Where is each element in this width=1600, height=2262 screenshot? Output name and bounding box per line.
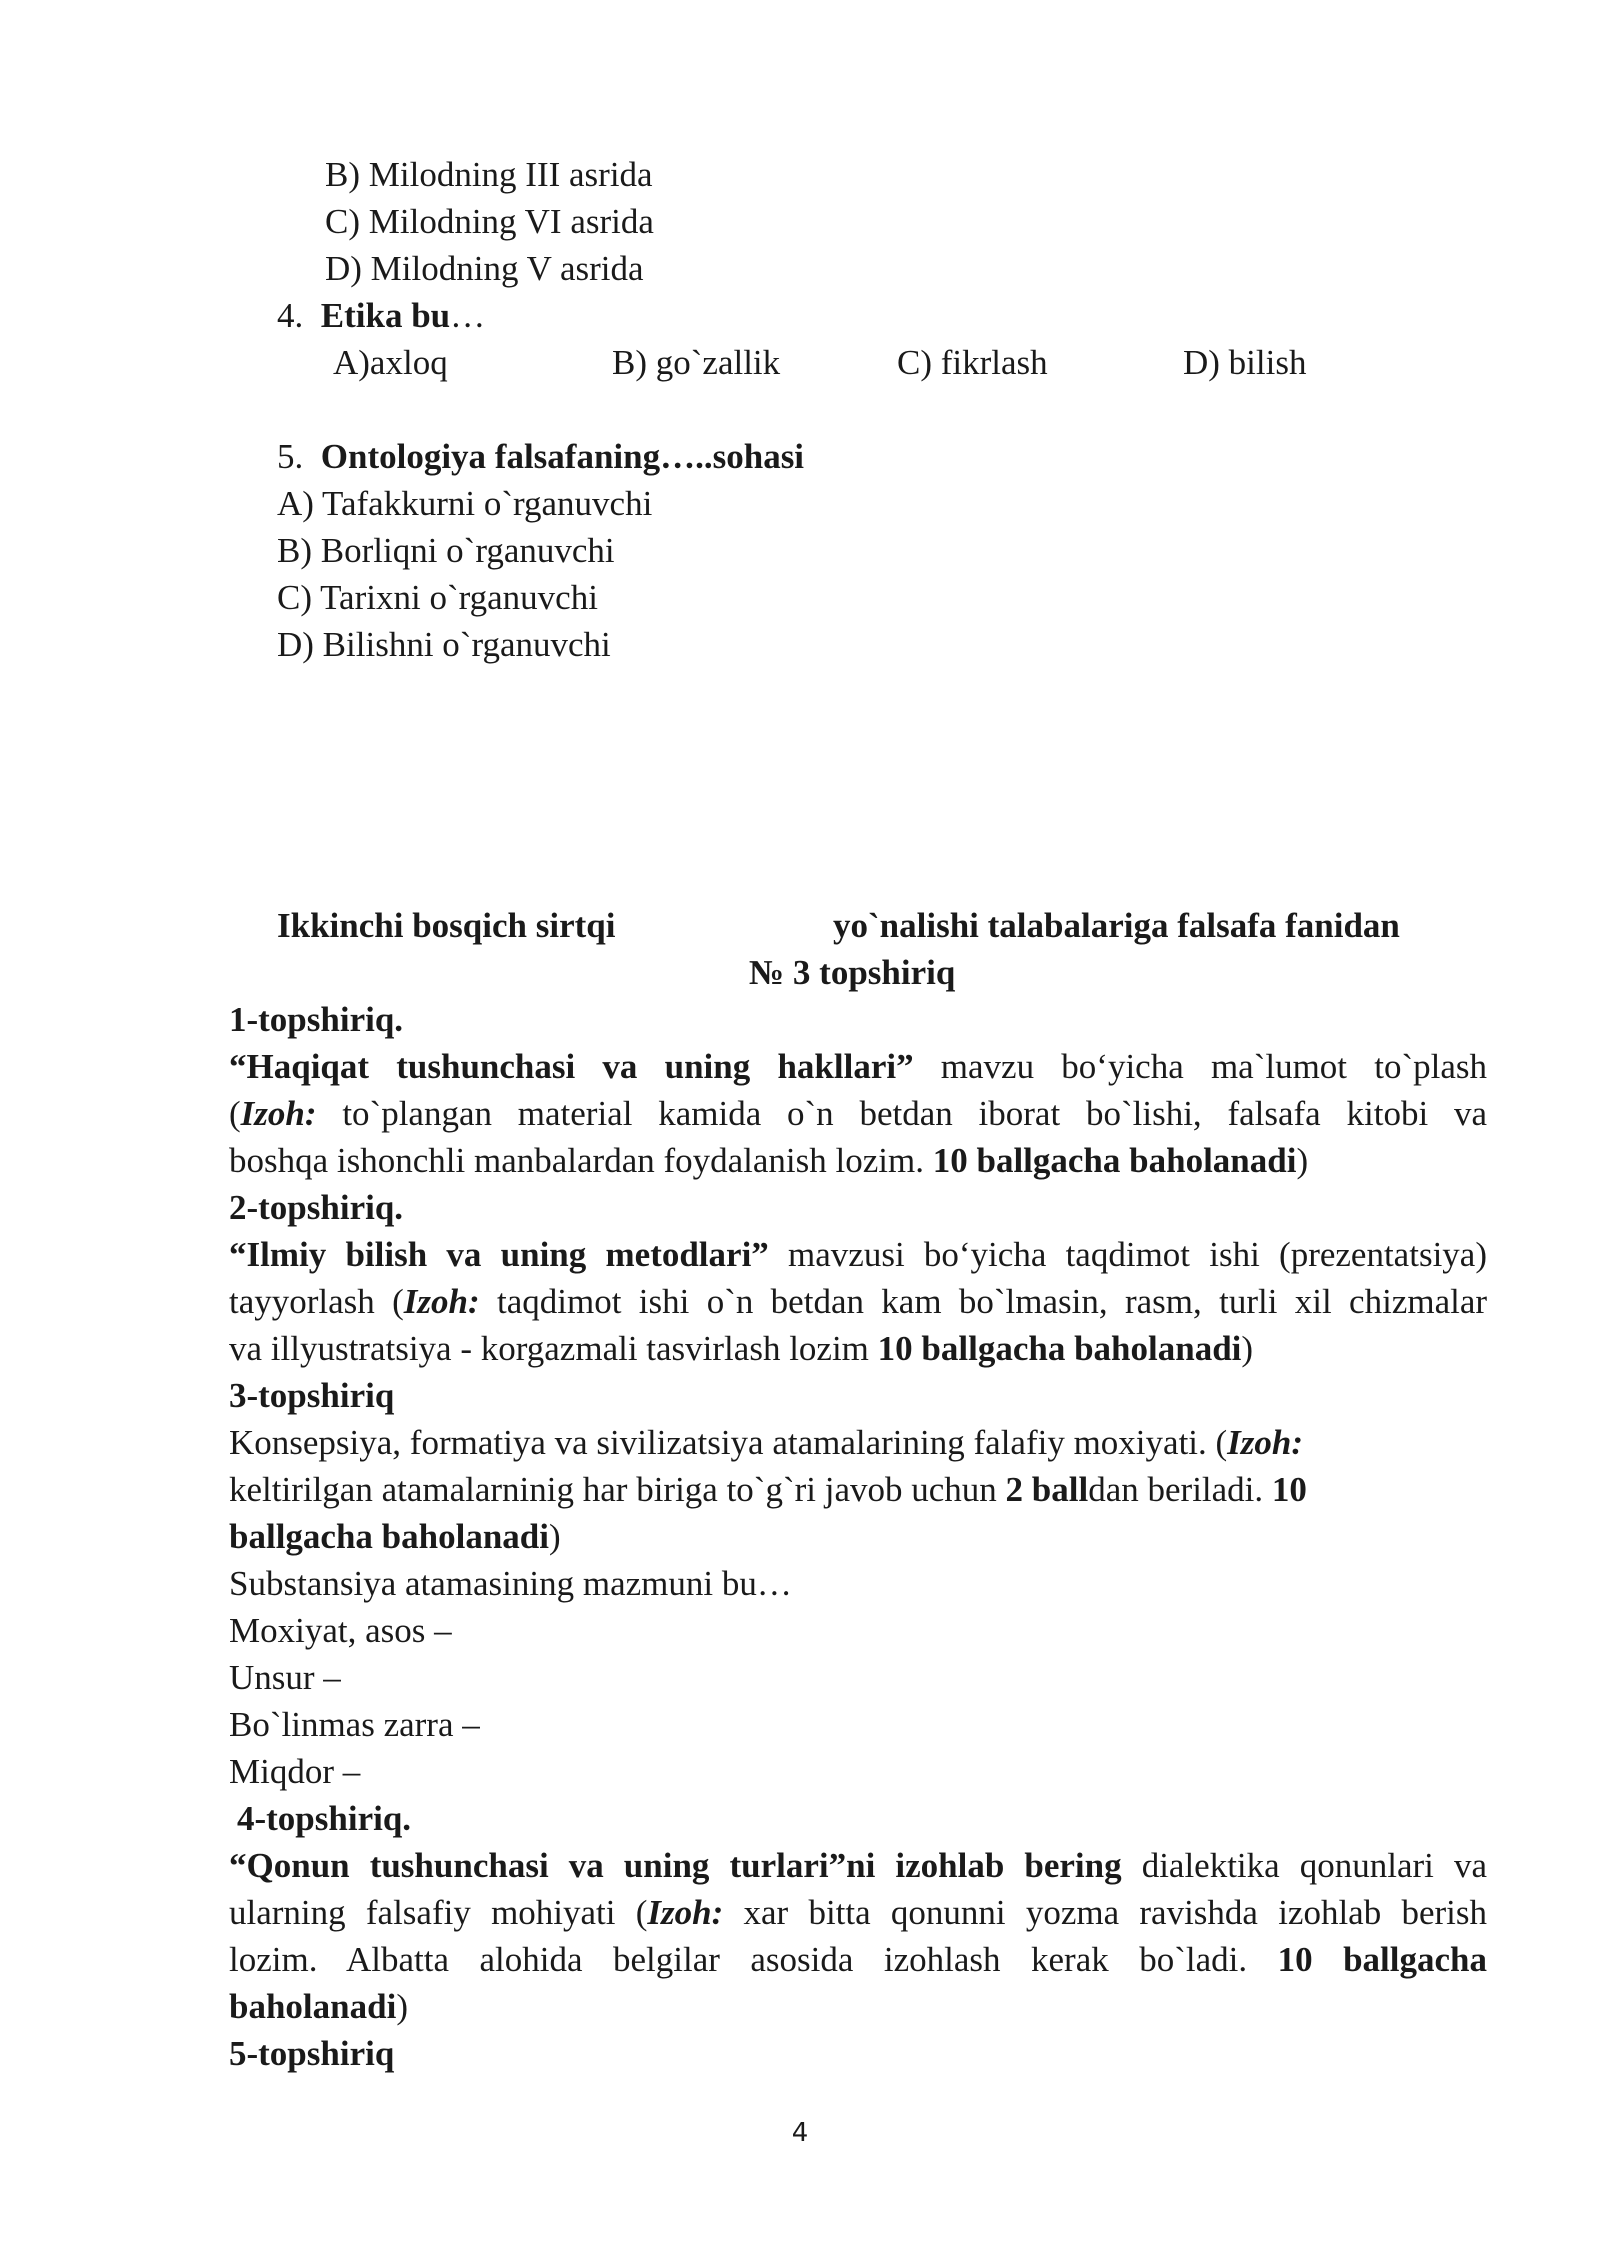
task1-line2-text: to`plangan material kamida o`n betdan iborat bo`lishi, falsafa kitobi va bbox=[342, 1094, 1487, 1133]
task3-title: 3-topshiriq bbox=[229, 1376, 395, 1415]
heading-left: Ikkinchi bosqich sirtqi bbox=[277, 906, 616, 945]
heading-center: № 3 topshiriq bbox=[749, 953, 956, 992]
task3-line2-rest: dan beriladi. bbox=[1088, 1470, 1264, 1509]
task1-title: 1-topshiriq. bbox=[229, 1000, 404, 1039]
task2-line2-lead: tayyorlash ( bbox=[229, 1282, 404, 1321]
task1-topic: “Haqiqat tushunchasi va uning hakllari” bbox=[229, 1047, 914, 1086]
task4-line1 bbox=[229, 1848, 1487, 1883]
task3-line3 bbox=[229, 1519, 561, 1554]
task2-izoh: Izoh: bbox=[403, 1282, 480, 1321]
task4-line3-text: lozim. Albatta alohida belgilar asosida izohlash kerak bo`ladi. bbox=[229, 1940, 1248, 1979]
task2-line3-text: va illyustratsiya - korgazmali tasvirlash lozim bbox=[229, 1329, 869, 1368]
task1-line1 bbox=[229, 1049, 1487, 1084]
task2-line2-text: taqdimot ishi o`n betdan kam bo`lmasin, rasm, turli xil chizmalar bbox=[497, 1282, 1488, 1321]
task4-score-end: baholanadi bbox=[229, 1987, 397, 2026]
task1-close: ) bbox=[1296, 1141, 1309, 1180]
task3-score: ballgacha baholanadi bbox=[229, 1517, 549, 1556]
task4-line1-text: dialektika qonunlari va bbox=[1141, 1846, 1487, 1885]
q4-number: 4. bbox=[277, 296, 304, 335]
q5-number: 5. bbox=[277, 437, 304, 476]
task3-izoh: Izoh: bbox=[1227, 1423, 1304, 1462]
task3-points: 2 ball bbox=[1005, 1470, 1089, 1509]
task1-paren: ( bbox=[229, 1094, 241, 1133]
task2-score: 10 ballgacha baholanadi bbox=[877, 1329, 1242, 1368]
task3-line2-text: keltirilgan atamalarninig har biriga to`g`ri javob uchun bbox=[229, 1470, 997, 1509]
task4-line2-text: xar bitta qonunni yozma ravishda izohlab berish bbox=[743, 1893, 1487, 1932]
q4-option-b: B) go`zallik bbox=[612, 343, 781, 382]
task4-line2-lead: ularning falsafiy mohiyati ( bbox=[229, 1893, 648, 1932]
q4-option-d: D) bilish bbox=[1183, 343, 1307, 382]
task4-line2 bbox=[229, 1895, 1487, 1930]
q3-option-c: C) Milodning VI asrida bbox=[325, 202, 654, 241]
task3-item: Substansiya atamasining mazmuni bu… bbox=[229, 1564, 792, 1603]
task4-izoh: Izoh: bbox=[647, 1893, 724, 1932]
task1-line1-text: mavzu bo‘yicha ma`lumot to`plash bbox=[940, 1047, 1487, 1086]
q5-option-b: B) Borliqni o`rganuvchi bbox=[277, 531, 615, 570]
q4-option-c: C) fikrlash bbox=[897, 343, 1048, 382]
q4-option-a: A)axloq bbox=[333, 343, 448, 382]
q3-option-b: B) Milodning III asrida bbox=[325, 155, 653, 194]
task3-score-number: 10 bbox=[1271, 1470, 1307, 1509]
q4-text: Etika bu bbox=[320, 296, 451, 335]
q4-question bbox=[277, 298, 485, 333]
q5-question bbox=[277, 439, 804, 474]
task4-score: 10 ballgacha bbox=[1277, 1940, 1488, 1979]
task2-line2 bbox=[229, 1284, 1487, 1319]
task5-title: 5-topshiriq bbox=[229, 2034, 395, 2073]
q5-option-d: D) Bilishni o`rganuvchi bbox=[277, 625, 611, 664]
task2-line3 bbox=[229, 1331, 1253, 1366]
task2-line1 bbox=[229, 1237, 1487, 1272]
task3-line2 bbox=[229, 1472, 1307, 1507]
heading-right: yo`nalishi talabalariga falsafa fanidan bbox=[833, 906, 1400, 945]
task4-topic: “Qonun tushunchasi va uning turlari”ni izohlab bering bbox=[229, 1846, 1122, 1885]
task1-line2 bbox=[229, 1096, 1487, 1131]
q3-option-d: D) Milodning V asrida bbox=[325, 249, 644, 288]
task3-item: Moxiyat, asos – bbox=[229, 1611, 452, 1650]
task3-item: Bo`linmas zarra – bbox=[229, 1705, 480, 1744]
task3-item: Miqdor – bbox=[229, 1752, 361, 1791]
task2-title: 2-topshiriq. bbox=[229, 1188, 404, 1227]
task4-close: ) bbox=[396, 1987, 408, 2026]
task3-line1 bbox=[229, 1425, 1303, 1460]
q4-ellipsis: … bbox=[450, 296, 486, 335]
q5-option-a: A) Tafakkurni o`rganuvchi bbox=[277, 484, 653, 523]
task2-line1-text: mavzusi bo‘yicha taqdimot ishi (prezentatsiya) bbox=[788, 1235, 1487, 1274]
task2-topic: “Ilmiy bilish va uning metodlari” bbox=[229, 1235, 769, 1274]
task1-izoh: Izoh: bbox=[240, 1094, 317, 1133]
task4-line4 bbox=[229, 1989, 408, 2024]
task2-close: ) bbox=[1241, 1329, 1254, 1368]
q5-option-c: C) Tarixni o`rganuvchi bbox=[277, 578, 598, 617]
task3-line1-text: Konsepsiya, formatiya va sivilizatsiya atamalarining falafiy moxiyati. ( bbox=[229, 1423, 1228, 1462]
q5-text: Ontologiya falsafaning…..sohasi bbox=[320, 437, 805, 476]
task1-score: 10 ballgacha baholanadi bbox=[932, 1141, 1297, 1180]
task3-item: Unsur – bbox=[229, 1658, 341, 1697]
task4-title: 4-topshiriq. bbox=[237, 1799, 412, 1838]
task4-line3 bbox=[229, 1942, 1487, 1977]
task1-line3-text: boshqa ishonchli manbalardan foydalanish lozim. bbox=[229, 1141, 924, 1180]
task3-close: ) bbox=[548, 1517, 561, 1556]
page-number: 4 bbox=[791, 2118, 809, 2148]
task1-line3 bbox=[229, 1143, 1308, 1178]
